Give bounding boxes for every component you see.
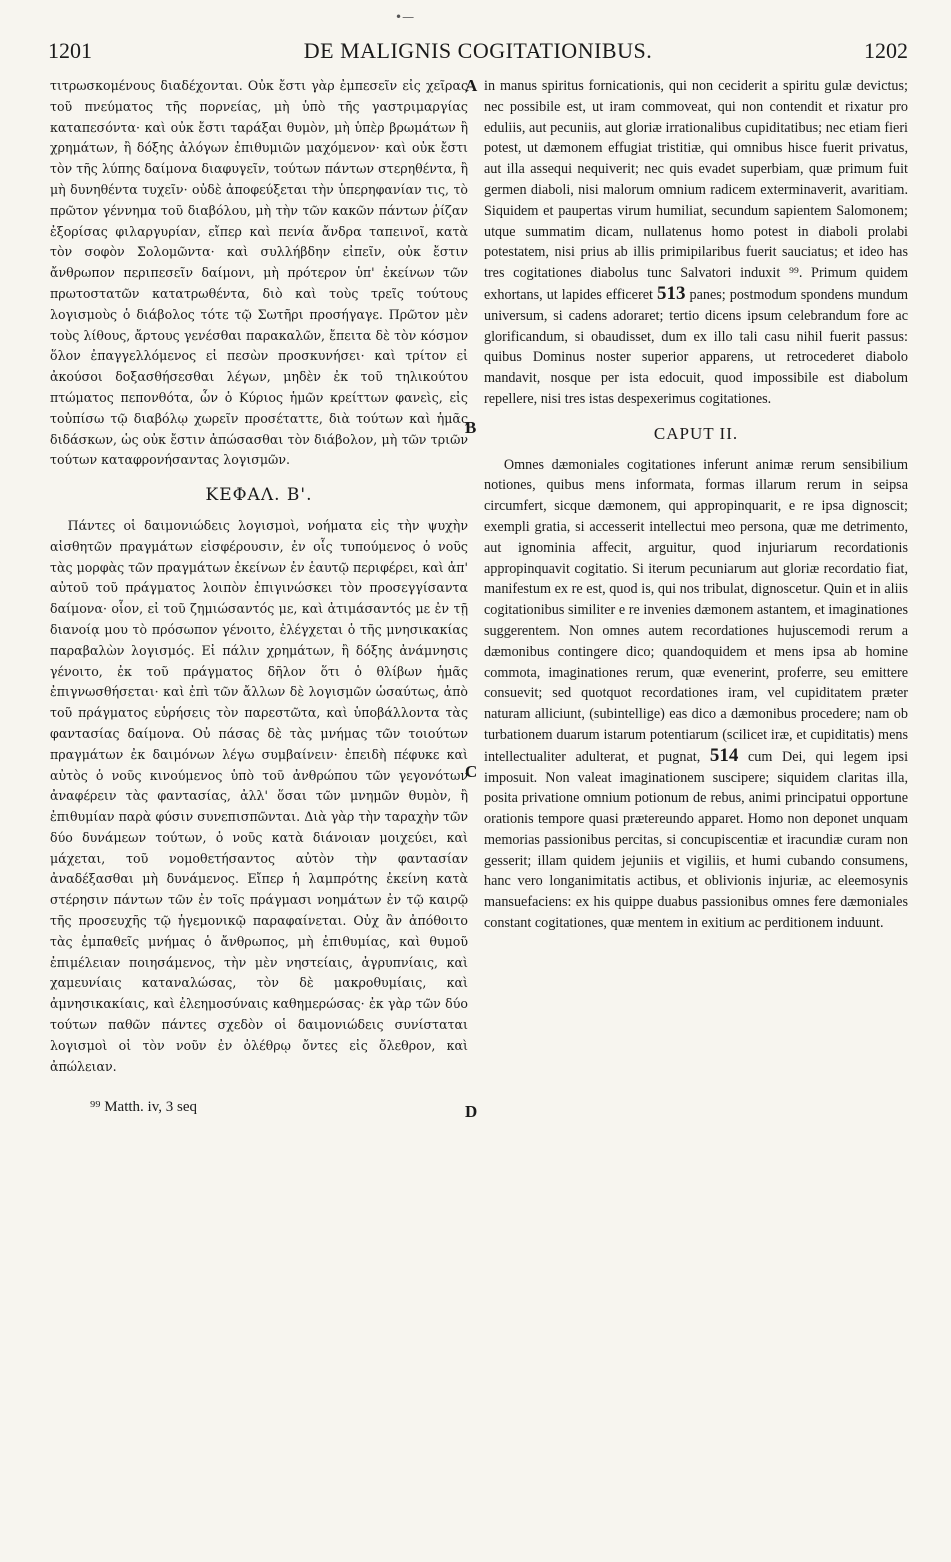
margin-letter-b: B [465,418,477,437]
latin-chapter-heading: CAPUT II. [653,423,739,443]
latin-paragraph-1 [484,76,908,410]
running-title: DE MALIGNIS COGITATIONIBUS. [303,38,653,63]
greek-chapter-heading: ΚΕΦΑΛ. Β'. [205,485,313,506]
page-number-left: 1201 [48,38,92,63]
latin-paragraph-1a: in manus spiritus fornicationis, qui non ceciderit a spiritu gulæ devictus; nec possibile est, ut iram commoveat, qui non contendit et rixatur pro eduliis, aut pecuniis, aut gloriæ irrationalibus cupiditatibus; nec etiam fieri potest, ut dæmonem effugiat tristitiæ, qui omnibus hisce fuerit privatus, aut illa assequi nequiverit; nec quis evadet superbiam, quæ primum fuit germen diaboli, nisi malorum omnium radicem exterminaverit, avaritiam. Siquidem et paupertas virum humiliat, secundum sapientem Salomonem; utque summatim dicam, nullatenus homo potest in diaboli prolabi potestatem, nisi prius ab illis primipilaribus fuerit sauciatus; et ideo has tres cogitationes diabolus tunc Salvatori induxit ⁹⁹. Primum quidem exhortans, ut lapides efficeret [484,78,908,303]
latin-paragraph-2b: cum Dei, qui legem ipsi imposuit. Non valeat imaginationem suscipere; siquidem claritas illa, posita privatione omnium potionum de rebus, animi principatui opportune orationis tempore quasi prætereundo apparet. Homo non deponet unquam memorias passionibus percitas, si concupiscentiæ et iracundiæ curam non gesserit; illam quidem jejuniis et vigiliis, et humi cubando consumens, hanc vero longanimitatis actibus, et oblivionis injuriæ, ac eleemosynis mansuefaciens: ex his quippe duabus passionibus omnes fere dæmoniales constant cogitationes, quæ mentem in exitium ac perditionem induunt. [484,748,909,932]
top-mark: •— [395,10,415,24]
greek-paragraph-2: Πάντες οἱ δαιμονιώδεις λογισμοὶ, νοήματα εἰς τὴν ψυχὴν αἰσθητῶν πραγμάτων εἰσφέρουσιν, ἐν οἷς τυπούμενος ὁ νοῦς τὰς μορφὰς τῶν πραγμάτων ἐκείνων ἐν ἑαυτῷ περιφέρει, καὶ ἀπ' αὐτοῦ τοῦ πράγματος λοιπὸν ἐπιγινώσκει τὸν προσεγγίσαντα δαίμονα· οἷον, εἰ τοῦ ζημιώσαντός με, καὶ ἀτιμάσαντός με ἐν τῇ διανοίᾳ μου τὸ πρόσωπον γένοιτο, ἐλέγχεται ὁ τῆς μνησικακίας παραβαλὼν λογισμός. Εἰ πάλιν χρημάτων, ἢ δόξης ἀνάμνησις γένοιτο, ἐκ τοῦ πράγματος δῆλον ὅτι ὁ θλίβων ἡμᾶς ἐπιγνωσθήσεται· καὶ ἐπὶ τῶν ἄλλων δὲ λογισμῶν ὡσαύτως, ἀπὸ τοῦ πράγματος εὑρήσεις τὸν παρεστῶτα, καὶ ὑποβάλλοντα τὰς φαντασίας δαίμονα. Οὐ πάσας δὲ τὰς μνήμας τῶν τοιούτων πραγμάτων ἐκ δαιμόνων λέγω συμβαίνειν· ἐπειδὴ πέφυκε καὶ αὐτὸς ὁ νοῦς κινούμενος ὑπὸ τοῦ ἀνθρώπου τῶν γεγονότων ἀναφέρειν τὰς φαντασίας, ἀλλ' ὅσαι τῶν μνημῶν θυμὸν, ἢ ἐπιθυμίαν παρὰ φύσιν συνεπισπῶνται. Διὰ γὰρ τὴν ταραχὴν τῶν δύο δυνάμεων τούτων, ὁ νοῦς κατὰ διάνοιαν μοιχεύει, καὶ μάχεται, τοῦ νομοθετήσαντος αὐτὸν τὴν φαντασίαν ἀναδέξασθαι μὴ δυνάμενος. Εἴπερ ἡ λαμπρότης ἐκείνη κατὰ στέρησιν πάντων τῶν ἐν τοῖς πράγμασι νοημάτων ἐν τῷ καιρῷ τῆς προσευχῆς τῷ ἡγεμονικῷ παραφαίνεται. Οὐχ ἂν ἀπόθοιτο τὰς ἐμπαθεῖς μνήμας ὁ ἄνθρωπος, μὴ ἐπιθυμίας, καὶ θυμοῦ ἐπιμέλειαν ποιησάμενος, τὴν μὲν νηστείαις, ἀγρυπνίαις, καὶ χαμευνίαις καταναλώσας, τὸν δὲ μακροθυμίαις, καὶ ἀμνησικακίαις, καὶ ἐλεημοσύναις καθημερώσας· ἐκ γὰρ τῶν δύο τούτων παθῶν πάντες σχεδὸν οἱ δαιμονιώδεις συνίσταται λογισμοὶ οἱ τὸν νοῦν ἐν ὀλέθρῳ ὄντες εἰς ὄλεθρον, καὶ ἀπώλειαν. [50,517,468,1074]
greek-paragraph-1: τιτρωσκομένους διαδέχονται. Οὐκ ἔστι γὰρ ἐμπεσεῖν εἰς χεῖρας τοῦ πνεύματος τῆς πορνείας, μὴ ὑπὸ τῆς γαστριμαργίας καταπεσόντα· καὶ οὐκ ἔστι ταράξαι θυμὸν, μὴ ὑπὲρ βρωμάτων ἢ χρημάτων, ἢ δόξης ἀλόγων ἐπιθυμιῶν μαχόμενον· καὶ οὐκ ἔστι τὸν τῆς λύπης δαίμονα διαφυγεῖν, τούτων πάντων στερηθέντα, ἢ μὴ δυνηθέντα τυχεῖν· οὐδὲ ἀποφεύξεται τὴν ὑπερηφανίαν τις, τὸ πρῶτον γέννημα τοῦ διαβόλου, μὴ τὴν τῶν κακῶν πάντων ῥίζαν ἐξορίσας φιλαργυρίαν, εἴπερ καὶ πενία ἄνδρα ταπεινοῖ, κατὰ τὸν σοφὸν Σολομῶντα· καὶ συλλήβδην εἰπεῖν, οὐκ ἔστιν ἄνθρωπον περιπεσεῖν δαίμονι, μὴ πρότερον ὑπ' ἐκείνων τῶν πρωτοστατῶν κατατρωθέντα, διὸ καὶ τοὺς τρεῖς τούτους λογισμοὺς ὁ διάβολος τότε τῷ Σωτῆρι προσήγαγε. Πρῶτον μὲν τοὺς λίθους, ἄρτους γενέσθαι παρακαλῶν, ἔπειτα δὲ τὸν κόσμον ὅλον ἐπαγγελλόμενος εἰ πεσὼν προσκυνήσει· καὶ τρίτον εἰ ἀκούσοι δοξασθήσεσθαι λέγων, μηδὲν ἐκ τοῦ τηλικούτου πτώματος πεπονθότα, ὧν ὁ Κύριος ἡμῶν κρείττων φανεὶς, εἰς τοὐπίσω τῷ διαβόλῳ χωρεῖν προσέταττε, διὰ τούτων καὶ ἡμᾶς διδάσκων, ὡς οὐκ ἔστιν ἀπώσασθαι τὸν διάβολον, μὴ τῶν τριῶν τούτων καταφρονήσαντας λογισμῶν. [50,78,468,468]
page-number-right: 1202 [864,38,908,63]
column-number-513: 513 [656,282,686,304]
latin-paragraph-1b: panes; postmodum spondens mundum universum, si cadens adoraret; tertio dicens ipsum celebrandum fore ac glorificandum, si obaudisset, dum ex illo tali casu nihil fuerit passus: quibus Dominus noster superior apparens, ut retrocederet diabolo mandavit, nosque per ista edocuit, quod impossibile est diabolum repellere, nisi tres istas despexerimus cogitationes. [484,286,909,407]
greek-column [50,76,468,1118]
column-number-514: 514 [709,744,739,766]
margin-letter-c: C [465,762,478,781]
page-header [48,38,908,68]
latin-paragraph-2a: Omnes dæmoniales cogitationes inferunt animæ rerum sensibilium notiones, quibus mens informata, formas illarum rerum in seipsa circumfert, sicque dæmonem, qui appropinquarit, e re ipsa dignoscit; exempli gratia, si accesserit intellectui meo persona, quæ me detrimento, aut ignominia affecit, arguitur, quod injuriarum recordationis appropinquavit cogitatio. Si iterum pecuniarum aut gloriæ recordatio fiat, manifestum ex re est, quod is, qui nos tribulat, dignoscetur. Quin et in aliis cogitationibus similiter e re invenies dæmonem astantem, et imaginationes suggerentem. Non omnes autem recordationes hujuscemodi rerum a dæmonibus contingere dico; quandoquidem et mens ipsa ab homine commota, imaginationes rerum, quæ evenerint, proferre, seu emittere consuevit; sed quotquot recordationes iram, vel cupiditatem præter naturam alliciunt, (subintellige) eas dico a dæmonibus procedere; nam ob turbationem duarum istarum potentiarum (scilicet iræ, et cupiditatis) mens intellectualiter adulterat, et pugnat, [484,456,908,765]
latin-column [484,76,908,934]
margin-letter-d: D [465,1102,478,1121]
footnote: ⁹⁹ Matth. iv, 3 seq [90,1099,197,1116]
latin-paragraph-2 [484,455,908,934]
margin-letter-a: A [465,76,478,95]
